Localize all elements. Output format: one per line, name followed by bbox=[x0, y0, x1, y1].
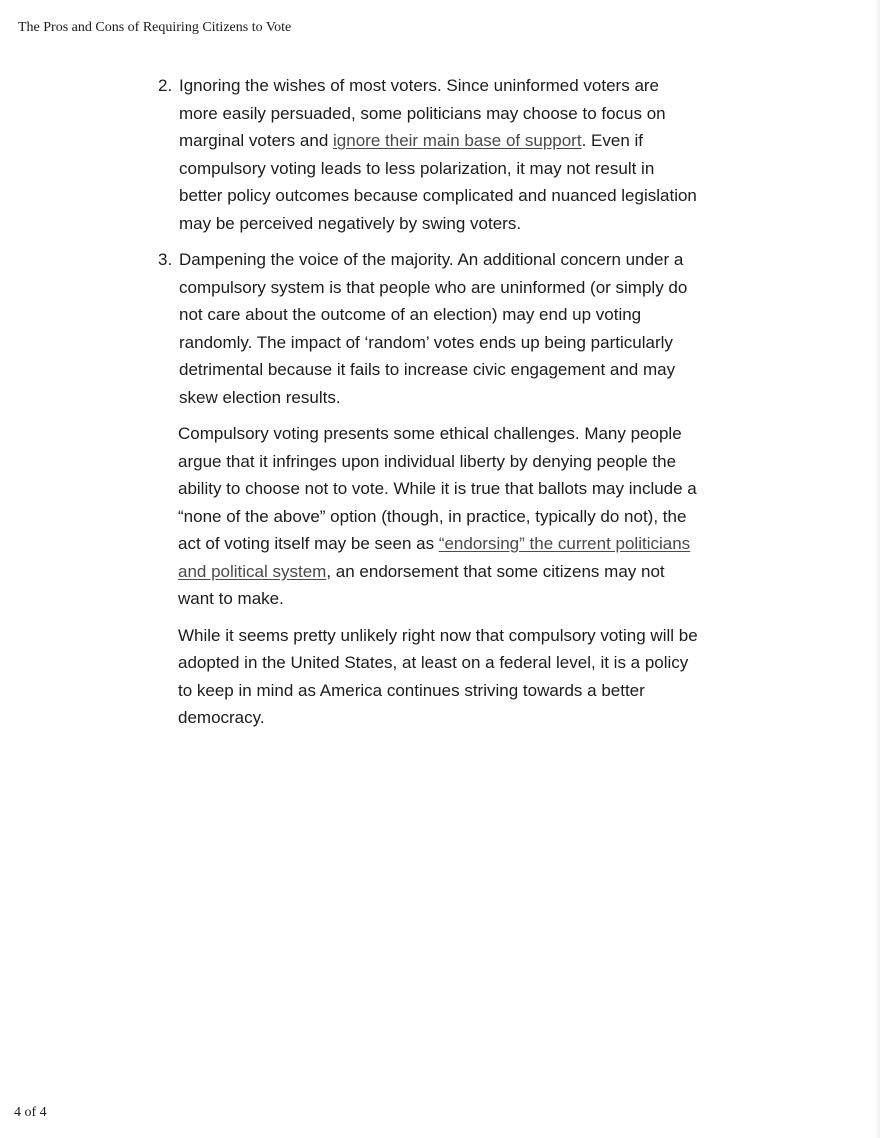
document-title: The Pros and Cons of Requiring Citizens to Vote bbox=[18, 20, 292, 35]
list-item-text: Dampening the voice of the majority. An additional concern under a compulsory system is that people who are uninformed (or simply do not care about the outcome of an election) may end up voting randomly. The impact of ‘random’ votes ends up being particularly detrimental because it fails to increase civic engagement and may skew election results. bbox=[179, 250, 688, 407]
link-endorsing[interactable]: “endorsing” the current politicians and political system bbox=[178, 534, 691, 581]
list-item bbox=[158, 72, 698, 237]
scan-edge-shadow bbox=[874, 0, 880, 1138]
page-number: 4 of 4 bbox=[14, 1105, 47, 1120]
link-ignore-base[interactable]: ignore their main base of support bbox=[333, 131, 582, 150]
ethics-text-before: Compulsory voting presents some ethical challenges. Many people argue that it infringes upon individual liberty by denying people the ability to choose not to vote. While it is true that ballots may include a “none of the above” option (though, in practice, typically do not), the act of voting itself may be seen as bbox=[178, 424, 697, 553]
conclusion-paragraph: While it seems pretty unlikely right now that compulsory voting will be adopted in the United States, at least on a federal level, it is a policy to keep in mind as America continues striving towards a better democracy. bbox=[178, 625, 698, 727]
list-number: 2. bbox=[158, 76, 173, 95]
list-text-before: Ignoring the wishes of most voters. Since uninformed voters are more easily persuaded, some politicians may choose to focus on marginal voters and bbox=[179, 76, 666, 150]
list-item bbox=[158, 246, 698, 411]
list-number: 3. bbox=[158, 250, 173, 269]
list-text-after: . Even if compulsory voting leads to less polarization, it may not result in better policy outcomes because complicated and nuanced legislation may be perceived negatively by swing voters. bbox=[179, 131, 697, 233]
ethics-text-after: , an endorsement that some citizens may not want to make. bbox=[178, 561, 665, 608]
article-body bbox=[158, 72, 698, 741]
list-item-text bbox=[179, 72, 698, 237]
ethics-paragraph bbox=[178, 420, 698, 613]
